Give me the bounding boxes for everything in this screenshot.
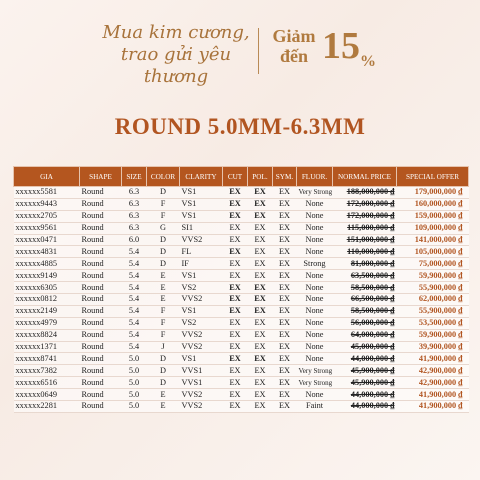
cell-polish: EX — [248, 282, 273, 294]
cell-gia: xxxxxx8741 — [14, 353, 80, 365]
cell-color: E — [147, 389, 180, 401]
cell-gia: xxxxxx0471 — [14, 234, 80, 246]
cell-color: F — [147, 198, 180, 210]
cell-special-offer: 41,900,000 ₫ — [397, 389, 469, 401]
cell-size: 6.3 — [122, 187, 147, 199]
banner-divider — [258, 28, 259, 74]
cell-polish: EX — [248, 353, 273, 365]
cell-color: D — [147, 234, 180, 246]
cell-symmetry: EX — [273, 389, 297, 401]
column-header-cut: CUT — [223, 167, 248, 187]
cell-color: D — [147, 353, 180, 365]
cell-gia: xxxxxx4979 — [14, 317, 80, 329]
cell-fluorescence: None — [297, 198, 333, 210]
cell-gia: xxxxxx2281 — [14, 401, 80, 413]
cell-gia: xxxxxx5581 — [14, 187, 80, 199]
cell-fluorescence: Very Strong — [298, 188, 333, 197]
cell-clarity: FL — [180, 246, 223, 258]
cell-polish: EX — [248, 377, 273, 389]
cell-shape: Round — [80, 353, 122, 365]
cell-size: 5.0 — [122, 389, 147, 401]
cell-fluorescence: None — [297, 282, 333, 294]
cell-symmetry: EX — [273, 365, 297, 377]
cell-normal-price: 64,000,000 ₫ — [333, 329, 397, 341]
cell-polish: EX — [248, 198, 273, 210]
promo-unit: % — [360, 53, 376, 70]
promo-percentage — [322, 25, 376, 70]
cell-fluorescence: None — [297, 294, 333, 306]
cell-special-offer: 55,900,000 ₫ — [397, 305, 469, 317]
cell-special-offer: 179,000,000 ₫ — [397, 187, 469, 199]
cell-symmetry: EX — [273, 210, 297, 222]
cell-clarity: VS2 — [180, 282, 223, 294]
cell-fluorescence: None — [297, 317, 333, 329]
cell-color: G — [147, 222, 180, 234]
cell-cut: EX — [223, 341, 248, 353]
cell-special-offer: 160,000,000 ₫ — [397, 198, 469, 210]
cell-normal-price: 45,900,000 ₫ — [333, 377, 397, 389]
cell-gia: xxxxxx9149 — [14, 270, 80, 282]
cell-normal-price: 56,000,000 ₫ — [333, 317, 397, 329]
table-row — [14, 270, 469, 282]
cell-cut: EX — [223, 294, 248, 306]
cell-cut: EX — [223, 282, 248, 294]
cell-special-offer: 59,900,000 ₫ — [397, 329, 469, 341]
cell-symmetry: EX — [273, 329, 297, 341]
cell-normal-price: 172,000,000 ₫ — [333, 210, 397, 222]
cell-symmetry: EX — [273, 270, 297, 282]
cell-cut: EX — [223, 305, 248, 317]
cell-shape: Round — [80, 329, 122, 341]
cell-shape: Round — [80, 377, 122, 389]
cell-clarity: VS1 — [180, 353, 223, 365]
cell-color: D — [147, 365, 180, 377]
table-row — [14, 329, 469, 341]
cell-cut: EX — [223, 234, 248, 246]
cell-clarity: VS2 — [180, 317, 223, 329]
page-title: ROUND 5.0MM-6.3MM — [114, 114, 366, 139]
cell-clarity: VVS1 — [180, 377, 223, 389]
table-header-row — [14, 167, 469, 187]
cell-clarity: VVS2 — [180, 234, 223, 246]
column-header-size: SIZE — [122, 167, 147, 187]
cell-gia: xxxxxx0649 — [14, 389, 80, 401]
promo-banner — [0, 0, 480, 95]
cell-symmetry: EX — [273, 377, 297, 389]
cell-color: F — [147, 329, 180, 341]
cell-shape: Round — [80, 246, 122, 258]
cell-gia: xxxxxx0812 — [14, 294, 80, 306]
cell-polish: EX — [248, 401, 273, 413]
cell-size: 5.0 — [122, 353, 147, 365]
cell-gia: xxxxxx2705 — [14, 210, 80, 222]
cell-size: 6.3 — [122, 198, 147, 210]
cell-color: D — [147, 187, 180, 199]
cell-shape: Round — [80, 365, 122, 377]
cell-color: F — [147, 210, 180, 222]
cell-fluorescence: None — [297, 210, 333, 222]
cell-size: 5.0 — [122, 401, 147, 413]
table-row — [14, 222, 469, 234]
cell-special-offer: 159,000,000 ₫ — [397, 210, 469, 222]
cell-size: 5.4 — [122, 341, 147, 353]
cell-special-offer: 105,000,000 ₫ — [397, 246, 469, 258]
cell-shape: Round — [80, 294, 122, 306]
table-row — [14, 365, 469, 377]
column-header-gia: GIA — [14, 167, 80, 187]
cell-cut: EX — [223, 270, 248, 282]
cell-clarity: VS1 — [180, 270, 223, 282]
cell-size: 6.0 — [122, 234, 147, 246]
cell-clarity: VVS2 — [180, 389, 223, 401]
cell-size: 5.4 — [122, 317, 147, 329]
cell-polish: EX — [248, 389, 273, 401]
cell-polish: EX — [248, 246, 273, 258]
cell-fluorescence: None — [297, 389, 333, 401]
cell-size: 6.3 — [122, 222, 147, 234]
cell-cut: EX — [223, 365, 248, 377]
cell-special-offer: 41,900,000 ₫ — [397, 401, 469, 413]
cell-fluorescence: None — [297, 270, 333, 282]
cell-polish: EX — [248, 270, 273, 282]
cell-gia: xxxxxx6305 — [14, 282, 80, 294]
table-row — [14, 401, 469, 413]
cell-shape: Round — [80, 282, 122, 294]
table-row — [14, 389, 469, 401]
cell-normal-price: 44,000,000 ₫ — [333, 389, 397, 401]
cell-clarity: VS1 — [180, 210, 223, 222]
promo-label — [266, 26, 322, 66]
cell-symmetry: EX — [273, 305, 297, 317]
cell-fluorescence: Very Strong — [298, 378, 333, 387]
cell-color: D — [147, 258, 180, 270]
cell-symmetry: EX — [273, 187, 297, 199]
cell-size: 6.3 — [122, 210, 147, 222]
diamond-price-table — [13, 166, 469, 413]
cell-special-offer: 39,900,000 ₫ — [397, 341, 469, 353]
cell-clarity: VS1 — [180, 198, 223, 210]
cell-gia: xxxxxx8824 — [14, 329, 80, 341]
cell-color: J — [147, 341, 180, 353]
cell-normal-price: 81,000,000 ₫ — [333, 258, 397, 270]
cell-gia: xxxxxx4831 — [14, 246, 80, 258]
cell-cut: EX — [223, 329, 248, 341]
cell-fluorescence: None — [297, 222, 333, 234]
cell-fluorescence: Very Strong — [298, 366, 333, 375]
cell-color: E — [147, 401, 180, 413]
cell-size: 5.4 — [122, 270, 147, 282]
cell-clarity: VVS1 — [180, 365, 223, 377]
cell-shape: Round — [80, 210, 122, 222]
cell-gia: xxxxxx4885 — [14, 258, 80, 270]
cell-shape: Round — [80, 389, 122, 401]
cell-size: 5.4 — [122, 305, 147, 317]
cell-polish: EX — [248, 341, 273, 353]
slogan-line-2: trao gửi yêu thương — [120, 44, 232, 87]
column-header-fluorescence: FLUOR. — [297, 167, 333, 187]
cell-normal-price: 66,500,000 ₫ — [333, 294, 397, 306]
table-row — [14, 198, 469, 210]
cell-gia: xxxxxx6516 — [14, 377, 80, 389]
cell-shape: Round — [80, 317, 122, 329]
cell-symmetry: EX — [273, 258, 297, 270]
cell-polish: EX — [248, 329, 273, 341]
table-row — [14, 246, 469, 258]
table-row — [14, 341, 469, 353]
cell-normal-price: 58,500,000 ₫ — [333, 282, 397, 294]
cell-clarity: VVS2 — [180, 294, 223, 306]
cell-clarity: VVS2 — [180, 401, 223, 413]
cell-symmetry: EX — [273, 294, 297, 306]
column-header-special-offer: SPECIAL OFFER — [397, 167, 469, 187]
cell-normal-price: 44,000,000 ₫ — [333, 353, 397, 365]
cell-clarity: VS1 — [180, 187, 223, 199]
table-row — [14, 377, 469, 389]
column-header-clarity: CLARITY — [180, 167, 223, 187]
cell-color: E — [147, 270, 180, 282]
cell-normal-price: 115,000,000 ₫ — [333, 222, 397, 234]
cell-special-offer: 41,900,000 ₫ — [397, 353, 469, 365]
promo-line-1: Giảm — [272, 26, 316, 46]
cell-shape: Round — [80, 401, 122, 413]
slogan-line-1: Mua kim cương, — [102, 22, 250, 43]
cell-fluorescence: Faint — [297, 401, 333, 413]
cell-cut: EX — [223, 353, 248, 365]
cell-special-offer: 141,000,000 ₫ — [397, 234, 469, 246]
cell-size: 5.4 — [122, 258, 147, 270]
cell-cut: EX — [223, 198, 248, 210]
table-row — [14, 353, 469, 365]
cell-gia: xxxxxx7382 — [14, 365, 80, 377]
cell-color: D — [147, 246, 180, 258]
cell-special-offer: 75,000,000 ₫ — [397, 258, 469, 270]
cell-fluorescence: None — [297, 341, 333, 353]
cell-symmetry: EX — [273, 222, 297, 234]
cell-color: F — [147, 317, 180, 329]
cell-polish: EX — [248, 305, 273, 317]
cell-special-offer: 55,900,000 ₫ — [397, 282, 469, 294]
cell-special-offer: 109,000,000 ₫ — [397, 222, 469, 234]
cell-color: E — [147, 282, 180, 294]
table-row — [14, 234, 469, 246]
cell-size: 5.0 — [122, 365, 147, 377]
cell-special-offer: 42,900,000 ₫ — [397, 377, 469, 389]
cell-fluorescence: None — [297, 329, 333, 341]
cell-symmetry: EX — [273, 317, 297, 329]
cell-special-offer: 62,000,000 ₫ — [397, 294, 469, 306]
cell-cut: EX — [223, 317, 248, 329]
cell-normal-price: 58,500,000 ₫ — [333, 305, 397, 317]
cell-cut: EX — [223, 187, 248, 199]
cell-polish: EX — [248, 317, 273, 329]
cell-clarity: VS1 — [180, 305, 223, 317]
cell-gia: xxxxxx2149 — [14, 305, 80, 317]
cell-symmetry: EX — [273, 198, 297, 210]
cell-color: E — [147, 294, 180, 306]
cell-normal-price: 63,500,000 ₫ — [333, 270, 397, 282]
cell-size: 5.4 — [122, 282, 147, 294]
column-header-color: COLOR — [147, 167, 180, 187]
cell-size: 5.4 — [122, 329, 147, 341]
cell-gia: xxxxxx9443 — [14, 198, 80, 210]
cell-cut: EX — [223, 246, 248, 258]
cell-fluorescence: Strong — [297, 258, 333, 270]
cell-shape: Round — [80, 341, 122, 353]
promo-line-2: đến — [279, 46, 308, 66]
cell-polish: EX — [248, 210, 273, 222]
table-row — [14, 210, 469, 222]
column-header-polish: POL. — [248, 167, 273, 187]
cell-cut: EX — [223, 210, 248, 222]
cell-polish: EX — [248, 187, 273, 199]
slogan — [96, 22, 256, 88]
cell-fluorescence: None — [297, 234, 333, 246]
table-row — [14, 317, 469, 329]
cell-polish: EX — [248, 222, 273, 234]
cell-symmetry: EX — [273, 353, 297, 365]
column-header-normal-price: NORMAL PRICE — [333, 167, 397, 187]
cell-size: 5.0 — [122, 377, 147, 389]
cell-normal-price: 110,000,000 ₫ — [333, 246, 397, 258]
cell-normal-price: 44,000,000 ₫ — [333, 401, 397, 413]
cell-special-offer: 53,500,000 ₫ — [397, 317, 469, 329]
cell-gia: xxxxxx1371 — [14, 341, 80, 353]
cell-symmetry: EX — [273, 246, 297, 258]
cell-color: D — [147, 377, 180, 389]
cell-gia: xxxxxx9561 — [14, 222, 80, 234]
cell-shape: Round — [80, 258, 122, 270]
cell-symmetry: EX — [273, 401, 297, 413]
cell-cut: EX — [223, 377, 248, 389]
cell-size: 5.4 — [122, 246, 147, 258]
cell-normal-price: 45,900,000 ₫ — [333, 365, 397, 377]
cell-special-offer: 59,900,000 ₫ — [397, 270, 469, 282]
cell-polish: EX — [248, 258, 273, 270]
table-row — [14, 258, 469, 270]
cell-normal-price: 172,000,000 ₫ — [333, 198, 397, 210]
cell-fluorescence: None — [297, 246, 333, 258]
cell-special-offer: 42,900,000 ₫ — [397, 365, 469, 377]
table-row — [14, 294, 469, 306]
cell-clarity: VVS2 — [180, 341, 223, 353]
cell-clarity: VVS2 — [180, 329, 223, 341]
promo-value: 15 — [322, 25, 360, 67]
cell-shape: Round — [80, 234, 122, 246]
cell-cut: EX — [223, 389, 248, 401]
cell-normal-price: 45,000,000 ₫ — [333, 341, 397, 353]
cell-fluorescence: None — [297, 305, 333, 317]
cell-shape: Round — [80, 187, 122, 199]
cell-color: F — [147, 305, 180, 317]
cell-clarity: IF — [180, 258, 223, 270]
cell-shape: Round — [80, 305, 122, 317]
cell-polish: EX — [248, 294, 273, 306]
cell-symmetry: EX — [273, 234, 297, 246]
cell-polish: EX — [248, 365, 273, 377]
column-header-shape: SHAPE — [80, 167, 122, 187]
cell-shape: Round — [80, 270, 122, 282]
cell-clarity: SI1 — [180, 222, 223, 234]
cell-normal-price: 151,000,000 ₫ — [333, 234, 397, 246]
cell-shape: Round — [80, 198, 122, 210]
table-body — [14, 187, 469, 413]
cell-polish: EX — [248, 234, 273, 246]
cell-fluorescence: None — [297, 353, 333, 365]
table-row — [14, 187, 469, 199]
cell-symmetry: EX — [273, 341, 297, 353]
cell-cut: EX — [223, 401, 248, 413]
table-row — [14, 305, 469, 317]
cell-normal-price: 188,000,000 ₫ — [333, 187, 397, 199]
table-row — [14, 282, 469, 294]
cell-shape: Round — [80, 222, 122, 234]
cell-size: 5.4 — [122, 294, 147, 306]
column-header-symmetry: SYM. — [273, 167, 297, 187]
cell-symmetry: EX — [273, 282, 297, 294]
cell-cut: EX — [223, 258, 248, 270]
cell-cut: EX — [223, 222, 248, 234]
